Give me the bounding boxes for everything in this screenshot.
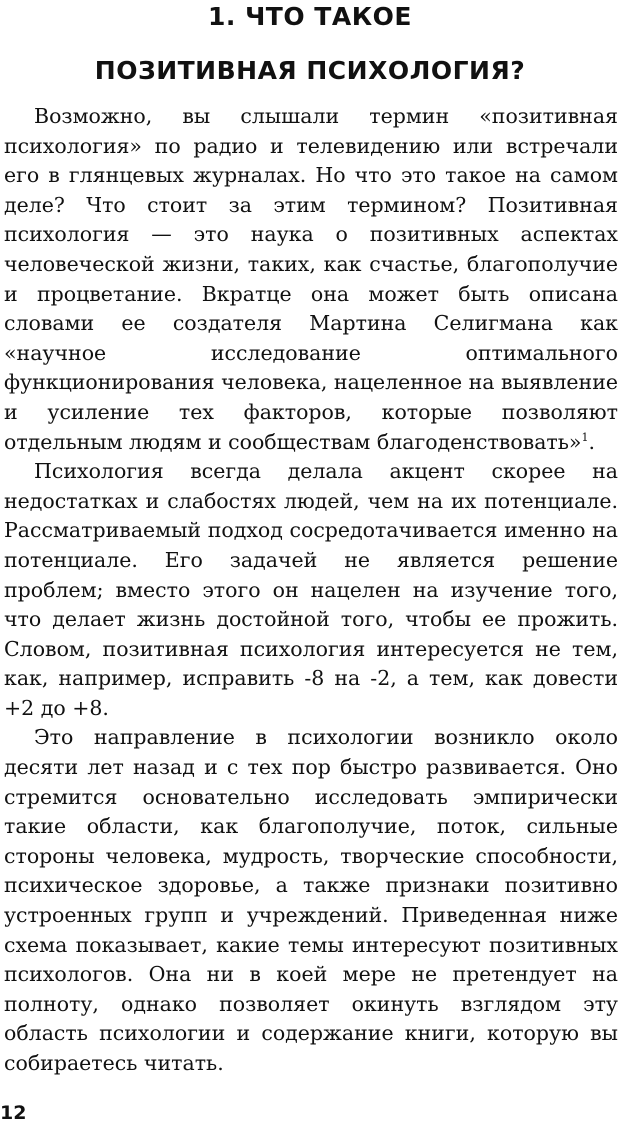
paragraph-1-text: Возможно, вы слышали термин «позитивная психология» по радио и телевидению или встречали его в глянцевых журналах. Но что это такое на самом деле? Что стоит за этим термином? Позитивная психология — это наука о позитивных аспектах человеческой жизни, таких, как счастье, благополучие и процветание. Вкратце она может быть описана словами ее создателя Мартина Селигмана как «научное исследование оптимального функционирования человека, нацеленное на выявление и усиление тех факторов, которые позволяют отдельным людям и сообществам благоденствовать» (4, 104, 618, 454)
paragraph-1 (4, 102, 618, 457)
paragraph-2: Психология всегда делала акцент скорее на недостатках и слабостях людей, чем на их потенциале. Рассматриваемый подход сосредотачивается именно на потенциале. Его задачей не является решение проблем; вместо этого он нацелен на изучение того, что делает жизнь достойной того, чтобы ее прожить. Словом, позитивная психология интересуется не тем, как, например, исправить -8 на -2, а тем, как довести +2 до +8. (4, 459, 618, 720)
paragraph-1-end: . (588, 429, 596, 454)
chapter-title-line-1: 1. ЧТО ТАКОЕ (208, 2, 412, 31)
paragraph-3: Это направление в психологии возникло около десяти лет назад и с тех пор быстро развивается. Оно стремится основательно исследовать эмпирически такие области, как благополучие, поток, сильные стороны человека, мудрость, творческие способности, психическое здоровье, а также признаки позитивно устроенных групп и учреждений. Приведенная ниже схема показывает, какие темы интересуют позитивных психологов. Она ни в коей мере не претендует на полноту, однако позволяет окинуть взглядом эту область психологии и содержание книги, которую вы собираетесь читать. (4, 725, 618, 1075)
footnote-marker: 1 (581, 430, 589, 444)
body-text (4, 102, 618, 1079)
chapter-title-line-2: ПОЗИТИВНАЯ ПСИХОЛОГИЯ? (94, 56, 526, 85)
page-number: 12 (0, 1102, 27, 1124)
